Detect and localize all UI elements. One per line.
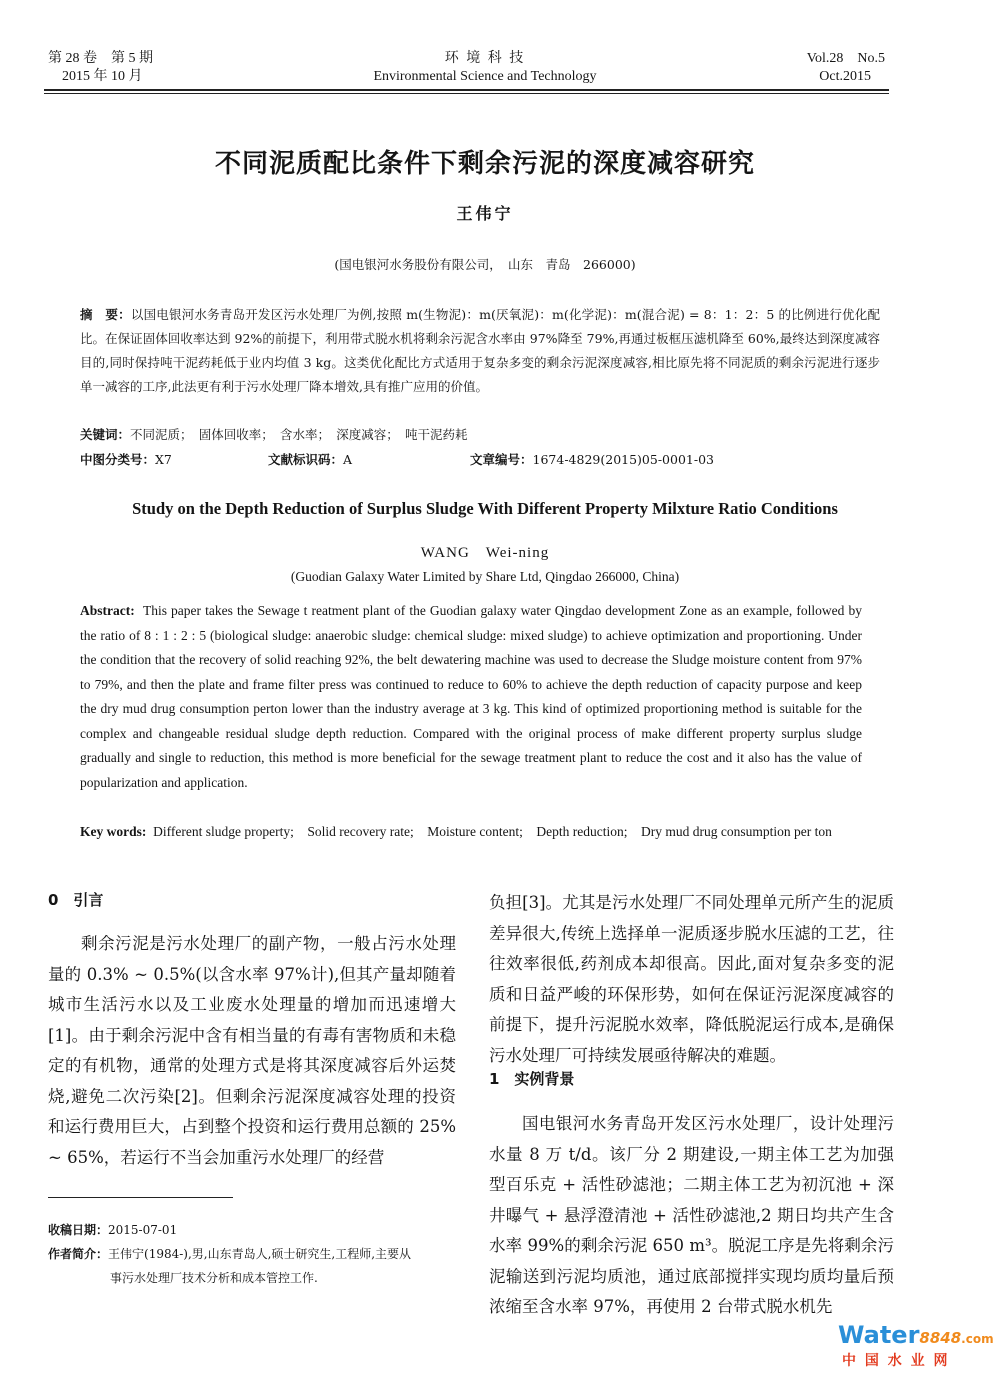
paper-title: 不同泥质配比条件下剩余污泥的深度减容研究	[214, 149, 755, 179]
abstract-en	[80, 599, 862, 795]
keywords-en-label: Key words:	[80, 824, 147, 839]
water8848-logo	[838, 1322, 994, 1352]
footnote-bio-continued: 事污水处理厂技术分析和成本管控工作.	[110, 1271, 318, 1285]
keywords-en	[80, 820, 862, 845]
paper-title-en: Study on the Depth Reduction of Surplus Sludge With Different Property Milxture Ratio Conditions	[132, 499, 838, 518]
received-date: 2015-07-01	[108, 1223, 178, 1237]
journal-name-cn: 环 境 科 技	[444, 51, 526, 66]
footnote-rule	[48, 1197, 233, 1198]
abstract-en-text: This paper takes the Sewage t reatment plant of the Guodian galaxy water Qingdao development Zone as an example, followed by the ratio of 8 : 1 : 2 : 5 (biological sludge: anaerobic sludge: chemical sludge: mixed sludge) to achieve optimization and proportioning. Under the condition that the recovery of solid reaching 92%, the belt dewatering machine was used to decrease the Sludge moisture content from 97% to 79%, and then the plate and frame filter press was continued to reduce to 60% to achieve the depth reduction of capacity purpose and keep the dry mud drug consumption perton lower than the industry average at 3 kg. This kind of optimized proportioning method is suitable for the complex and changeable residual sludge depth reduction. Compared with the original process of make different property surplus sludge gradually and single to reduction, this method is more beneficial for the sewage treatment plant to reduce the cost and it also has the value of popularization and application.	[80, 603, 862, 790]
article-no-label: 文章编号：	[470, 452, 533, 467]
footnote-bio	[48, 1242, 411, 1266]
classification-article	[470, 450, 714, 470]
journal-date: 2015 年 10 月	[62, 69, 143, 84]
author-affiliation-en: (Guodian Galaxy Water Limited by Share Ltd, Qingdao 266000, China)	[290, 569, 680, 584]
logo-suffix: .com	[961, 1332, 994, 1346]
bio-line1: 王伟宁(1984-),男,山东青岛人,硕士研究生,工程师,主要从	[108, 1247, 412, 1261]
keywords-en-text: Different sludge property; Solid recovery rate; Moisture content; Depth reduction; Dry mud drug consumption per ton	[153, 824, 832, 839]
keywords-cn	[80, 425, 468, 445]
section-1-paragraph: 国电银河水务青岛开发区污水处理厂，设计处理污水量 8 万 t/d。该厂分 2 期建设,一期主体工艺为加强型百乐克 + 活性砂滤池；二期主体工艺为初沉池 + 深井曝气 + 悬浮澄清池 + 活性砂滤池,2 期日均共产生含水率 99%的剩余污泥 650 m³。脱泥工序是先将剩余污泥输送到污泥均质池，通过底部搅拌实现均质均量后预浓缩至含水率 97%，再使用 2 台带式脱水机先	[489, 1114, 894, 1316]
classification-doc	[268, 450, 352, 470]
classification-clc	[80, 450, 172, 470]
footnote-received	[48, 1218, 177, 1242]
keywords-cn-label: 关键词：	[80, 427, 131, 442]
right-column-body	[489, 888, 894, 1071]
section-0-paragraph: 剩余污泥是污水处理厂的副产物，一般占污水处理量的 0.3% ~ 0.5%(以含水率 97%计),但其产量却随着城市生活污水以及工业废水处理量的增加而迅速增大[1]。由于剩余污泥中含有相当量的有毒有害物质和未稳定的有机物，通常的处理方式是将其深度减容后外运焚烧,避免二次污染[2]。但剩余污泥深度减容处理的投资和运行费用巨大，占到整个投资和运行费用总额的 25% ~ 65%，若运行不当会加重污水处理厂的经营	[48, 934, 456, 1167]
abstract-en-label: Abstract:	[80, 603, 135, 618]
logo-cn-text: 中 国 水 业 网	[842, 1353, 950, 1369]
abstract-cn-text: 以国电银河水务青岛开发区污水处理厂为例,按照 m(生物泥)：m(厌氧泥)：m(化学泥)：m(混合泥) = 8：1：2：5 的比例进行优化配比。在保证固体回收率达到 92%的前提下，利用带式脱水机将剩余污泥含水率由 97%降至 79%,再通过板框压滤机降至 60%,最终达到深度减容目的,同时保持吨干泥药耗低于业内均值 3 kg。这类优化配比方式适用于复杂多变的剩余污泥深度减容,相比原先将不同泥质的剩余污泥进行逐步单一减容的工序,此法更有利于污水处理厂降本增效,具有推广应用的价值。	[80, 307, 880, 394]
header-rule	[44, 89, 889, 91]
section-0-heading: 0 引言	[48, 891, 104, 909]
section-0-body	[48, 929, 456, 1173]
intro-continued-paragraph: 负担[3]。尤其是污水处理厂不同处理单元所产生的泥质差异很大,传统上选择单一泥质逐步脱水压滤的工艺，往往效率很低,药剂成本却很高。因此,面对复杂多变的泥质和日益严峻的环保形势，如何在保证污泥深度减容的前提下，提升污泥脱水效率，降低脱泥运行成本,是确保污水处理厂可持续发展亟待解决的难题。	[489, 893, 894, 1065]
journal-name-en: Environmental Science and Technology	[373, 69, 597, 84]
keywords-cn-text: 不同泥质； 固体回收率； 含水率； 深度减容； 吨干泥药耗	[130, 427, 468, 442]
header-rule-thin	[44, 93, 889, 94]
article-no-value: 1674-4829(2015)05-0001-03	[532, 452, 714, 467]
logo-number: 8848	[919, 1329, 962, 1347]
section-1-heading: 1 实例背景	[489, 1070, 575, 1088]
received-label: 收稿日期：	[48, 1223, 109, 1237]
doc-code-value: A	[343, 452, 353, 467]
author-affiliation: (国电银河水务股份有限公司， 山东 青岛 266000)	[334, 257, 636, 272]
clc-label: 中图分类号：	[80, 452, 156, 467]
clc-value: X7	[155, 452, 172, 467]
journal-vol-en: Vol.28 No.5	[806, 51, 885, 66]
author-name: 王伟宁	[456, 204, 514, 223]
journal-date-en: Oct.2015	[819, 69, 871, 84]
author-name-en: WANG Wei-ning	[420, 545, 550, 561]
doc-code-label: 文献标识码：	[268, 452, 344, 467]
section-1-body	[489, 1109, 894, 1323]
abstract-cn-label: 摘 要：	[80, 307, 131, 322]
logo-brand: Water	[838, 1321, 920, 1349]
journal-volume-issue: 第 28 卷 第 5 期	[48, 51, 153, 66]
bio-label: 作者简介：	[48, 1247, 109, 1261]
abstract-cn	[80, 303, 880, 399]
